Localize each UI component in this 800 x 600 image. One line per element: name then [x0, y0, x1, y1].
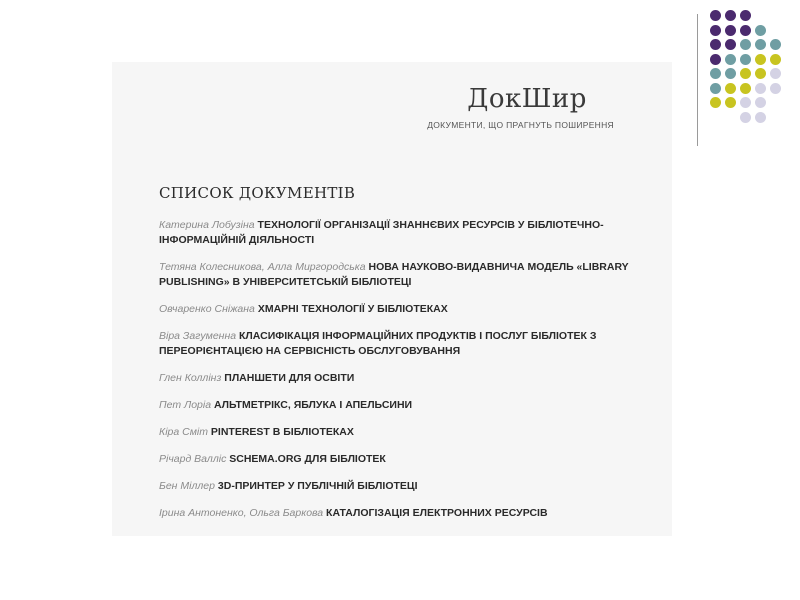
decorative-dot: [710, 54, 721, 65]
decorative-dot: [725, 97, 736, 108]
list-item[interactable]: [159, 425, 629, 440]
decorative-dot-grid: [710, 10, 790, 130]
list-item[interactable]: [159, 371, 629, 386]
decorative-dot: [725, 25, 736, 36]
brand-title: ДокШир: [467, 84, 587, 114]
entry-title[interactable]: ПЛАНШЕТИ ДЛЯ ОСВІТИ: [224, 372, 355, 384]
decorative-dot: [740, 68, 751, 79]
decorative-dot: [755, 68, 766, 79]
divider-line: [697, 14, 698, 146]
entry-author: Овчаренко Сніжана: [159, 303, 255, 315]
entry-title[interactable]: НОВА НАУКОВО-ВИДАВНИЧА МОДЕЛЬ «LIBRARY PUBLISHING» В УНІВЕРСИТЕТСЬКІЙ БІБЛІОТЕЦІ: [159, 261, 629, 288]
entry-author: Пет Лоріа: [159, 399, 212, 411]
decorative-dot: [755, 54, 766, 65]
decorative-dot: [755, 83, 766, 94]
decorative-dot: [740, 39, 751, 50]
decorative-dot: [770, 83, 781, 94]
decorative-dot: [740, 83, 751, 94]
entry-author: Тетяна Колесникова, Алла Миргородська: [159, 261, 366, 273]
decorative-dot: [710, 25, 721, 36]
entry-author: Глен Коллінз: [159, 372, 222, 384]
entry-title[interactable]: ТЕХНОЛОГІЇ ОРГАНІЗАЦІЇ ЗНАННЄВИХ РЕСУРСІВ У БІБЛІОТЕЧНО-ІНФОРМАЦІЙНІЙ ДІЯЛЬНОСТІ: [159, 219, 604, 246]
decorative-dot: [755, 39, 766, 50]
entry-author: Віра Загуменна: [159, 330, 237, 342]
decorative-dot: [770, 39, 781, 50]
list-item[interactable]: [159, 479, 629, 494]
list-item[interactable]: [159, 398, 629, 413]
document-page: [112, 62, 672, 536]
entry-author: Річард Валліс: [159, 453, 227, 465]
decorative-dot: [740, 54, 751, 65]
decorative-dot: [725, 68, 736, 79]
entry-title[interactable]: КЛАСИФІКАЦІЯ ІНФОРМАЦІЙНИХ ПРОДУКТІВ І ПОСЛУГ БІБЛІОТЕК З ПЕРЕОРІЄНТАЦІЄЮ НА СЕРВІСНІСТЬ ОБСЛУГОВУВАННЯ: [159, 330, 597, 357]
list-item[interactable]: [159, 452, 629, 467]
brand-tagline: ДОКУМЕНТИ, ЩО ПРАГНУТЬ ПОШИРЕННЯ: [427, 120, 614, 130]
list-item[interactable]: [159, 302, 629, 317]
list-item[interactable]: [159, 506, 629, 521]
entry-author: Ірина Антоненко, Ольга Баркова: [159, 507, 324, 519]
entry-author: Бен Міллер: [159, 480, 215, 492]
entry-title[interactable]: КАТАЛОГІЗАЦІЯ ЕЛЕКТРОННИХ РЕСУРСІВ: [326, 507, 548, 519]
decorative-dot: [725, 54, 736, 65]
list-item[interactable]: [159, 218, 629, 248]
entry-title[interactable]: PINTEREST В БІБЛІОТЕКАХ: [210, 426, 354, 438]
decorative-dot: [755, 97, 766, 108]
decorative-dot: [740, 10, 751, 21]
decorative-dot: [755, 112, 766, 123]
entry-title[interactable]: 3D-ПРИНТЕР У ПУБЛІЧНІЙ БІБЛІОТЕЦІ: [217, 480, 418, 492]
decorative-dot: [740, 112, 751, 123]
entry-title[interactable]: SCHEMA.ORG ДЛЯ БІБЛІОТЕК: [229, 453, 386, 465]
entry-title[interactable]: АЛЬТМЕТРІКС, ЯБЛУКА І АПЕЛЬСИНИ: [213, 399, 413, 411]
document-list: [159, 218, 629, 533]
decorative-dot: [755, 25, 766, 36]
decorative-dot: [770, 54, 781, 65]
document-list-heading: СПИСОК ДОКУМЕНТІВ: [159, 184, 356, 202]
decorative-dot: [770, 68, 781, 79]
entry-title[interactable]: ХМАРНІ ТЕХНОЛОГІЇ У БІБЛІОТЕКАХ: [257, 303, 448, 315]
decorative-dot: [725, 39, 736, 50]
decorative-dot: [710, 10, 721, 21]
entry-author: Кіра Сміт: [159, 426, 208, 438]
brand-block: [427, 84, 614, 130]
decorative-dot: [725, 10, 736, 21]
list-item[interactable]: [159, 260, 629, 290]
decorative-dot: [725, 83, 736, 94]
decorative-dot: [710, 68, 721, 79]
entry-author: Катерина Лобузіна: [159, 219, 255, 231]
decorative-dot: [740, 97, 751, 108]
decorative-dot: [710, 39, 721, 50]
list-item[interactable]: [159, 329, 629, 359]
decorative-dot: [740, 25, 751, 36]
decorative-dot: [710, 83, 721, 94]
decorative-dot: [710, 97, 721, 108]
